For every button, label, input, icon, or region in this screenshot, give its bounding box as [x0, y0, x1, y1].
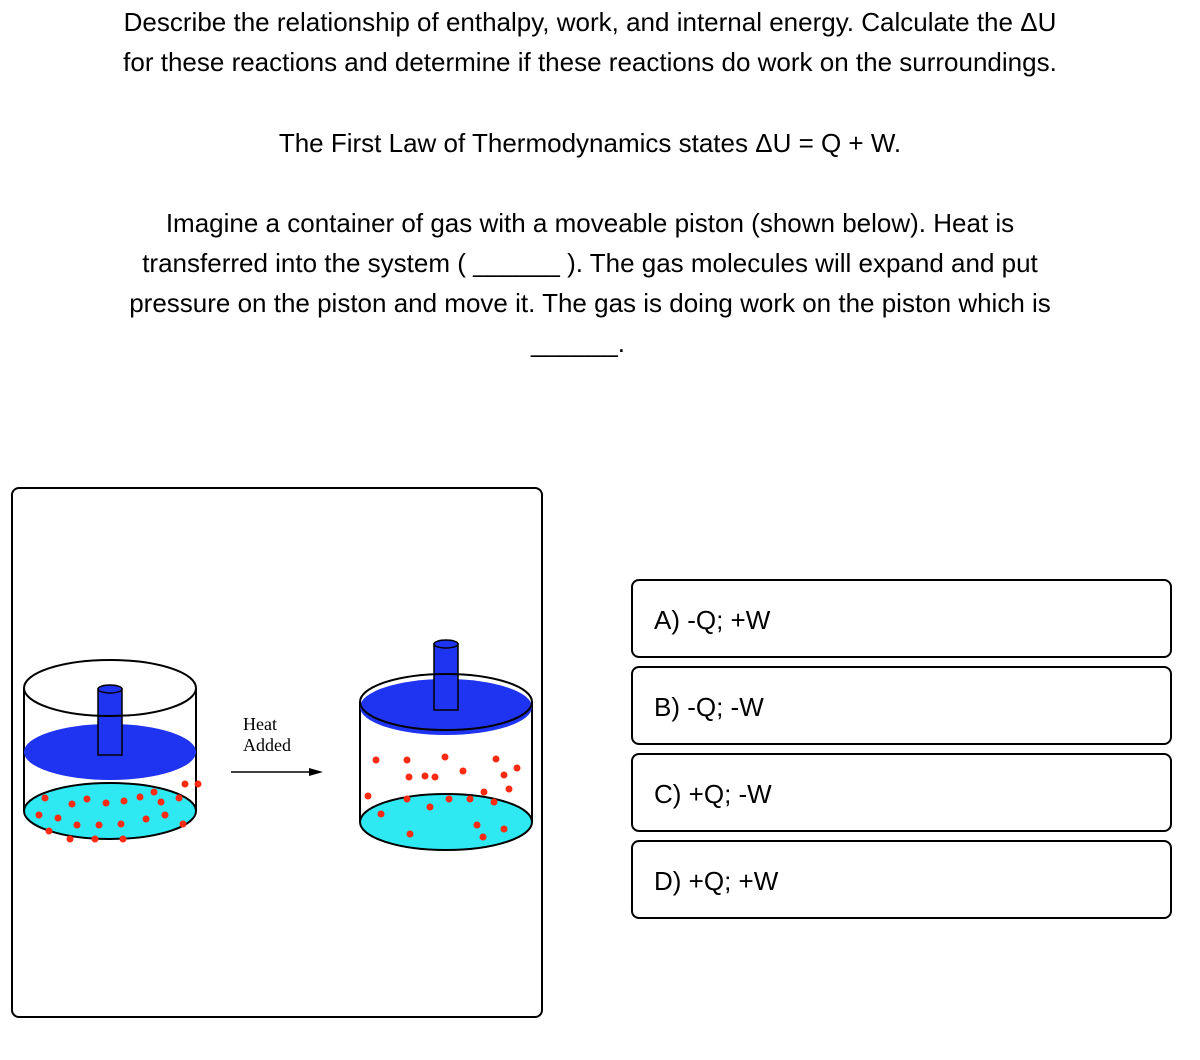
heat-added-arrow	[231, 768, 323, 776]
paragraph-line-1: Imagine a container of gas with a moveable piston (shown below). Heat is	[165, 208, 1015, 238]
first-law-statement: The First Law of Thermodynamics states ΔU = Q + W.	[278, 128, 902, 158]
question-line-2: for these reactions and determine if these reactions do work on the surroundings.	[123, 47, 1057, 77]
answer-option-label: D) +Q; +W	[654, 866, 779, 896]
piston-rod-after	[434, 644, 458, 710]
answer-option-label: A) -Q; +W	[654, 605, 771, 635]
paragraph-line-4-blank: ______.	[531, 328, 625, 358]
question-line-1: Describe the relationship of enthalpy, work, and internal energy. Calculate the ΔU	[123, 7, 1057, 37]
answer-option-label: C) +Q; -W	[654, 779, 772, 809]
paragraph-line-2: transferred into the system ( ______ ). The gas molecules will expand and put	[142, 248, 1038, 278]
answer-option-label: B) -Q; -W	[654, 692, 764, 722]
answer-option-b[interactable]	[631, 666, 1172, 745]
heat-added-label: Heat Added	[243, 714, 291, 755]
answer-option-d[interactable]	[631, 840, 1172, 919]
cylinder-before	[24, 660, 202, 843]
gas-region-after	[360, 794, 532, 850]
cylinder-after	[360, 640, 532, 850]
paragraph-line-3: pressure on the piston and move it. The gas is doing work on the piston which is	[129, 288, 1051, 318]
piston-diagram-panel	[11, 487, 543, 1018]
answer-option-a[interactable]	[631, 579, 1172, 658]
answer-option-c[interactable]	[631, 753, 1172, 832]
piston-rod-before	[98, 689, 122, 755]
